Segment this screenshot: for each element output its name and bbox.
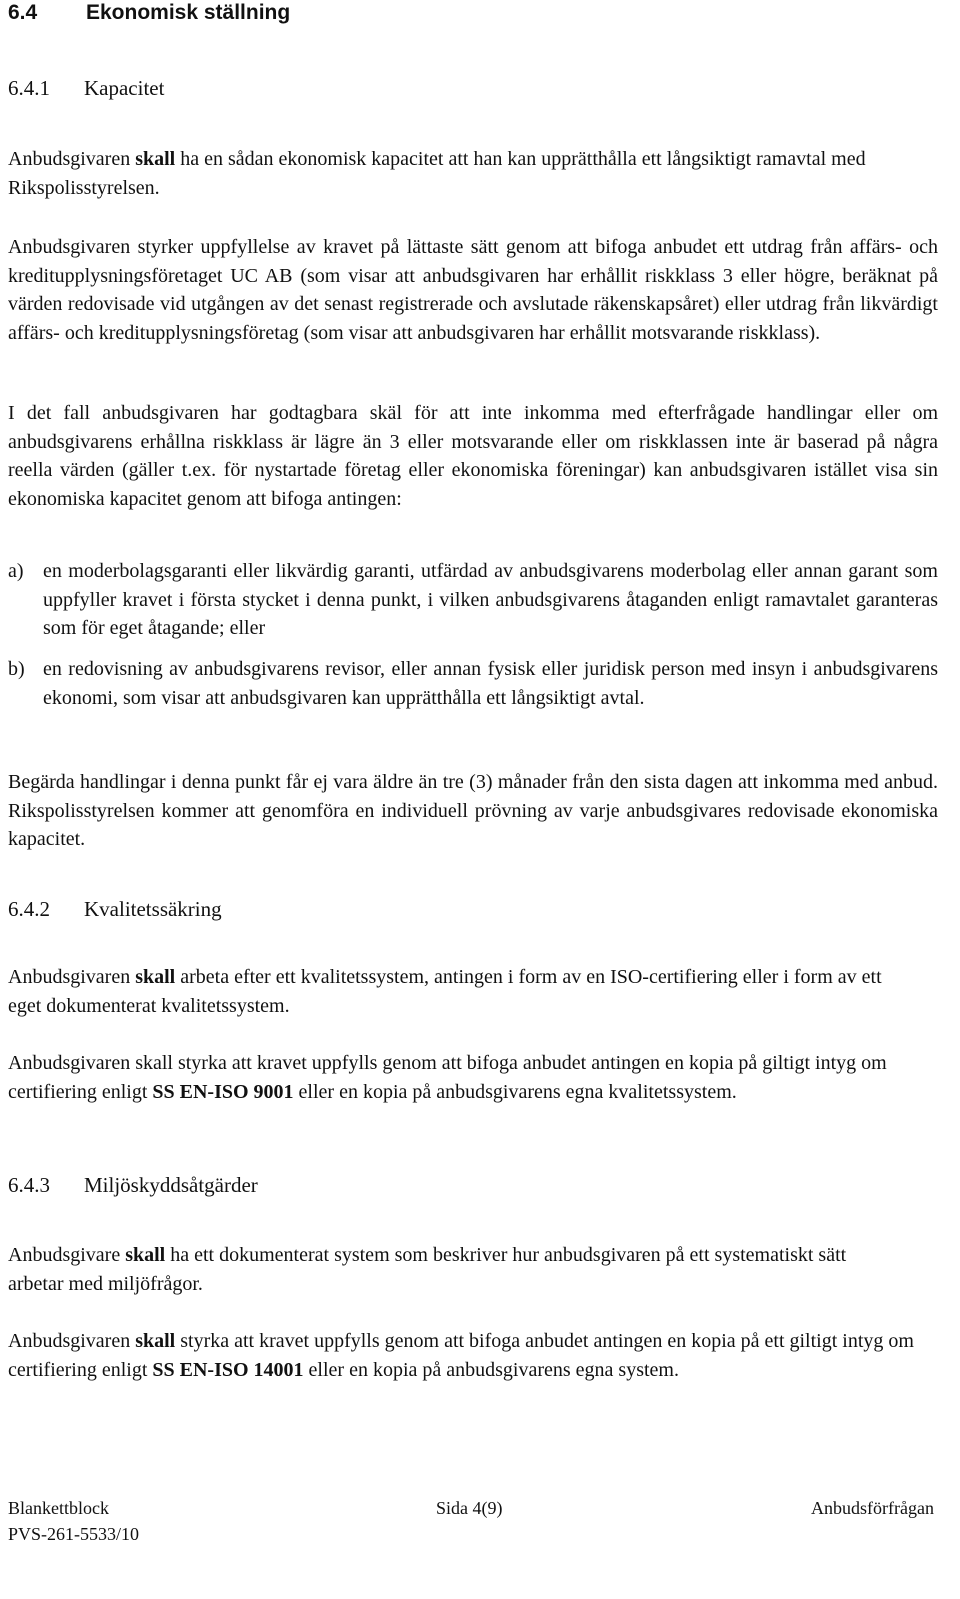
section-title: Ekonomisk ställning xyxy=(86,1,291,24)
paragraph-kapacitet-alternative: I det fall anbudsgivaren har godtagbara skäl för att inte inkomma med efterfrågade handlingar eller om anbudsgivarens erhållna riskklass är lägre än 3 eller motsvarande eller om riskklassen inte är baserad på några reella värden (gäller t.ex. för nystartade företag eller ekonomiska föreningar) kan anbudsgivaren istället visa sin ekonomiska kapacitet genom att bifoga antingen: xyxy=(8,402,938,510)
section-heading xyxy=(8,0,290,26)
text-run: Anbudsgivaren xyxy=(8,148,136,170)
text-run: ha en sådan ekonomisk kapacitet att han kan upprätthålla ett långsiktigt ramavtal med Rikspolisstyrelsen. xyxy=(8,148,866,199)
footer-form-number: PVS-261-5533/10 xyxy=(8,1524,140,1544)
footer-page-number: Sida 4(9) xyxy=(436,1498,503,1518)
list-item-a xyxy=(8,557,938,643)
subsection-title: Kvalitetssäkring xyxy=(84,897,222,921)
list-item-b xyxy=(8,655,938,712)
subsection-heading-kapacitet xyxy=(8,75,164,101)
paragraph-miljo-requirement xyxy=(8,1241,888,1298)
emphasis-skall: skall xyxy=(135,966,176,988)
emphasis-skall: skall xyxy=(125,1244,166,1266)
paragraph-miljo-proof xyxy=(8,1327,943,1384)
subsection-heading-kvalitetssakring xyxy=(8,896,222,922)
paragraph-kapacitet-documents: Begärda handlingar i denna punkt får ej vara äldre än tre (3) månader från den sista dagen att inkomma med anbud. Rikspolisstyrelsen kommer att genomföra en individuell prövning av varje anbudsgivares redovisade ekonomiska kapacitet. xyxy=(8,771,938,851)
subsection-title: Kapacitet xyxy=(84,76,165,100)
subsection-number: 6.4.1 xyxy=(8,76,50,100)
list-item-text: en redovisning av anbudsgivarens revisor, eller annan fysisk eller juridisk person med insyn i anbudsgivarens ekonomi, som visar att anbudsgivaren kan upprätthålla ett långsiktigt avtal. xyxy=(43,658,938,709)
subsection-title: Miljöskyddsåtgärder xyxy=(84,1173,258,1197)
emphasis-skall: skall xyxy=(135,148,176,170)
list-marker: b) xyxy=(8,658,25,680)
emphasis-skall: skall xyxy=(135,1330,176,1352)
subsection-heading-miljoskydd xyxy=(8,1172,258,1198)
text-run: Anbudsgivaren xyxy=(8,966,136,988)
paragraph-kapacitet-requirement xyxy=(8,145,928,202)
text-run: eller en kopia på anbudsgivarens egna system. xyxy=(303,1358,679,1381)
standard-reference: SS EN-ISO 14001 xyxy=(152,1358,304,1381)
standard-reference: SS EN-ISO 9001 xyxy=(152,1080,294,1103)
text-run: ha ett dokumenterat system som beskriver hur anbudsgivaren på ett systematiskt sätt arbetar med miljöfrågor. xyxy=(8,1244,847,1295)
paragraph-kvalitet-requirement xyxy=(8,963,918,1020)
text-run: Anbudsgivare xyxy=(8,1244,126,1266)
paragraph-kvalitet-proof xyxy=(8,1049,933,1106)
subsection-number: 6.4.3 xyxy=(8,1173,50,1197)
text-run: eller en kopia på anbudsgivarens egna kvalitetssystem. xyxy=(293,1080,737,1103)
section-number: 6.4 xyxy=(8,1,38,24)
list-marker: a) xyxy=(8,560,24,582)
footer-form-name: Blankettblock xyxy=(8,1498,109,1518)
text-run: styrka att kravet uppfylls genom att bifoga anbudet antingen en kopia på ett giltigt intyg om certifiering enligt xyxy=(8,1330,914,1381)
paragraph-kapacitet-proof: Anbudsgivaren styrker uppfyllelse av kravet på lättaste sätt genom att bifoga anbudet ett utdrag från affärs- och kreditupplysningsföretaget UC AB (som visar att anbudsgivaren har erhållit riskklass 3 eller högre, beräknat på värden redovisade vid utgången av det senast registrerade och avslutade räkenskapsåret) eller utdrag från likvärdigt affärs- och kreditupplysningsföretag (som visar att anbudsgivaren har erhållit motsvarande riskklass). xyxy=(8,236,938,344)
text-run: Anbudsgivaren xyxy=(8,1330,136,1352)
text-run: Anbudsgivaren skall styrka att kravet uppfylls genom att bifoga anbudet antingen en kopia på giltigt intyg om certifiering enligt xyxy=(8,1052,887,1103)
subsection-number: 6.4.2 xyxy=(8,897,50,921)
footer-document-type: Anbudsförfrågan xyxy=(811,1498,934,1518)
text-run: arbeta efter ett kvalitetssystem, antingen i form av en ISO-certifiering eller i form av ett eget dokumenterat kvalitetssystem. xyxy=(8,966,882,1017)
list-item-text: en moderbolagsgaranti eller likvärdig garanti, utfärdad av anbudsgivarens moderbolag eller annan garant som uppfyller kravet i första stycket i denna punkt, i vilken anbudsgivarens åtaganden enligt ramavtalet garanteras som för eget åtagande; eller xyxy=(43,560,938,640)
